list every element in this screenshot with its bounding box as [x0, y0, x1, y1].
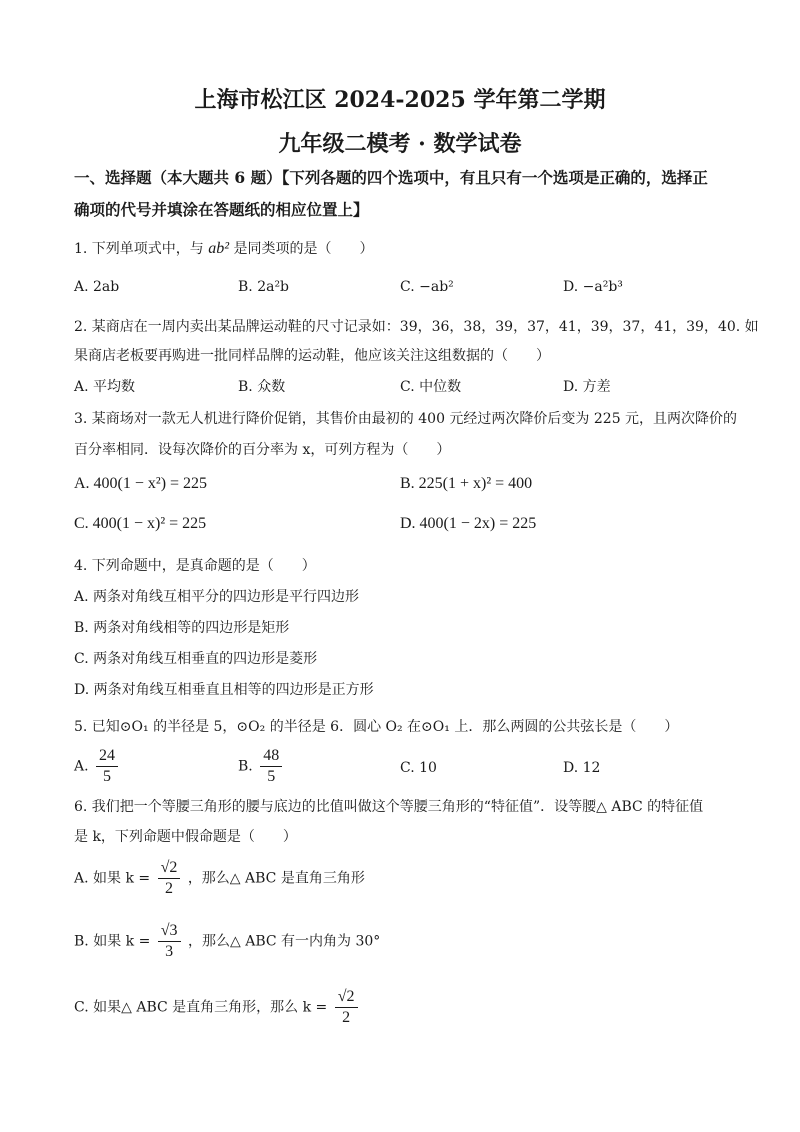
- question-4-option-c: C. 两条对角线互相垂直的四边形是菱形: [74, 651, 318, 667]
- question-1-stem-math: ab²: [208, 240, 230, 257]
- question-6-option-b-suffix: ，那么△ ABC 有一内角为 30°: [188, 933, 381, 950]
- question-6-option-a-prefix: A. 如果 k =: [74, 870, 151, 887]
- question-2-option-c: C. 中位数: [400, 379, 462, 395]
- question-5-option-b: [238, 746, 285, 787]
- fraction-denominator: 2: [342, 1009, 351, 1026]
- question-5-option-a-label: A.: [74, 758, 89, 775]
- question-3-option-d: D. 400(1 − 2x) = 225: [400, 515, 537, 532]
- exam-title-line1: 上海市松江区 2024-2025 学年第二学期: [194, 87, 606, 113]
- section-heading-line1: 一、选择题（本大题共 6 题）【下列各题的四个选项中，有且只有一个选项是正确的，选择正: [74, 168, 708, 187]
- fraction-denominator: 3: [165, 943, 174, 960]
- question-2-option-b: B. 众数: [238, 379, 286, 395]
- question-6-option-c: [74, 987, 361, 1028]
- question-4-option-d: D. 两条对角线互相垂直且相等的四边形是正方形: [74, 682, 374, 698]
- question-6-option-a-fraction: [158, 858, 181, 899]
- question-1-option-b: B. 2a²b: [238, 279, 290, 295]
- question-4-option-a: A. 两条对角线互相平分的四边形是平行四边形: [74, 589, 360, 605]
- question-2-option-a: A. 平均数: [74, 379, 136, 395]
- question-3-option-c: C. 400(1 − x)² = 225: [74, 515, 207, 532]
- fraction-denominator: 2: [164, 880, 173, 897]
- question-3-option-b: B. 225(1 + x)² = 400: [400, 475, 533, 492]
- section-heading-line2: 确项的代号并填涂在答题纸的相应位置上】: [74, 200, 369, 219]
- fraction-numerator: 24: [96, 746, 118, 767]
- fraction-numerator: √3: [158, 921, 181, 942]
- exam-title-line2: 九年级二模考 · 数学试卷: [278, 131, 522, 157]
- question-5-option-b-label: B.: [238, 758, 253, 775]
- question-6-option-b-fraction: [158, 921, 181, 962]
- fraction-denominator: 5: [103, 768, 112, 785]
- question-1-stem-prefix: 1. 下列单项式中，与: [74, 241, 204, 257]
- question-2-option-d: D. 方差: [563, 379, 611, 395]
- question-3-stem-line1: 3. 某商场对一款无人机进行降价促销，其售价由最初的 400 元经过两次降价后变为 225 元，且两次降价的: [74, 411, 738, 427]
- question-5-option-c: C. 10: [400, 760, 437, 776]
- question-6-option-a: [74, 858, 365, 899]
- question-6-stem-line2: 是 k，下列命题中假命题是（ ）: [74, 829, 297, 845]
- question-6-option-a-suffix: ，那么△ ABC 是直角三角形: [187, 870, 365, 887]
- question-1-stem: [74, 238, 374, 258]
- question-5-stem: 5. 已知⊙O₁ 的半径是 5，⊙O₂ 的半径是 6．圆心 O₂ 在⊙O₁ 上．那么两圆的公共弦长是（ ）: [74, 719, 679, 735]
- question-5-option-d: D. 12: [563, 760, 601, 776]
- question-3-stem-line2: 百分率相同．设每次降价的百分率为 x，可列方程为（ ）: [74, 442, 451, 458]
- question-6-option-b: [74, 921, 380, 962]
- fraction-numerator: 48: [260, 746, 282, 767]
- fraction-numerator: √2: [335, 987, 358, 1008]
- fraction-denominator: 5: [267, 768, 276, 785]
- question-2-stem-line1: 2. 某商店在一周内卖出某品牌运动鞋的尺寸记录如：39，36，38，39，37，41，39，37，41，39，40. 如: [74, 319, 759, 335]
- question-1-option-c: C. −ab²: [400, 279, 454, 295]
- question-4-stem: 4. 下列命题中，是真命题的是（ ）: [74, 558, 316, 574]
- fraction-numerator: √2: [158, 858, 181, 879]
- question-6-option-b-prefix: B. 如果 k =: [74, 933, 151, 950]
- question-6-option-c-prefix: C. 如果△ ABC 是直角三角形，那么 k =: [74, 999, 328, 1016]
- question-6-option-c-fraction: [335, 987, 358, 1028]
- question-1-stem-suffix: 是同类项的是（ ）: [233, 241, 374, 257]
- question-6-stem-line1: 6. 我们把一个等腰三角形的腰与底边的比值叫做这个等腰三角形的“特征值”．设等腰△ ABC 的特征值: [74, 799, 704, 815]
- question-5-option-a: [74, 746, 121, 787]
- question-1-option-d: D. −a²b³: [563, 279, 623, 295]
- question-5-option-b-fraction: [260, 746, 282, 787]
- question-4-option-b: B. 两条对角线相等的四边形是矩形: [74, 620, 290, 636]
- question-1-option-a: A. 2ab: [74, 279, 120, 295]
- question-5-option-a-fraction: [96, 746, 118, 787]
- question-2-stem-line2: 果商店老板要再购进一批同样品牌的运动鞋，他应该关注这组数据的（ ）: [74, 348, 550, 364]
- question-3-option-a: A. 400(1 − x²) = 225: [74, 475, 208, 492]
